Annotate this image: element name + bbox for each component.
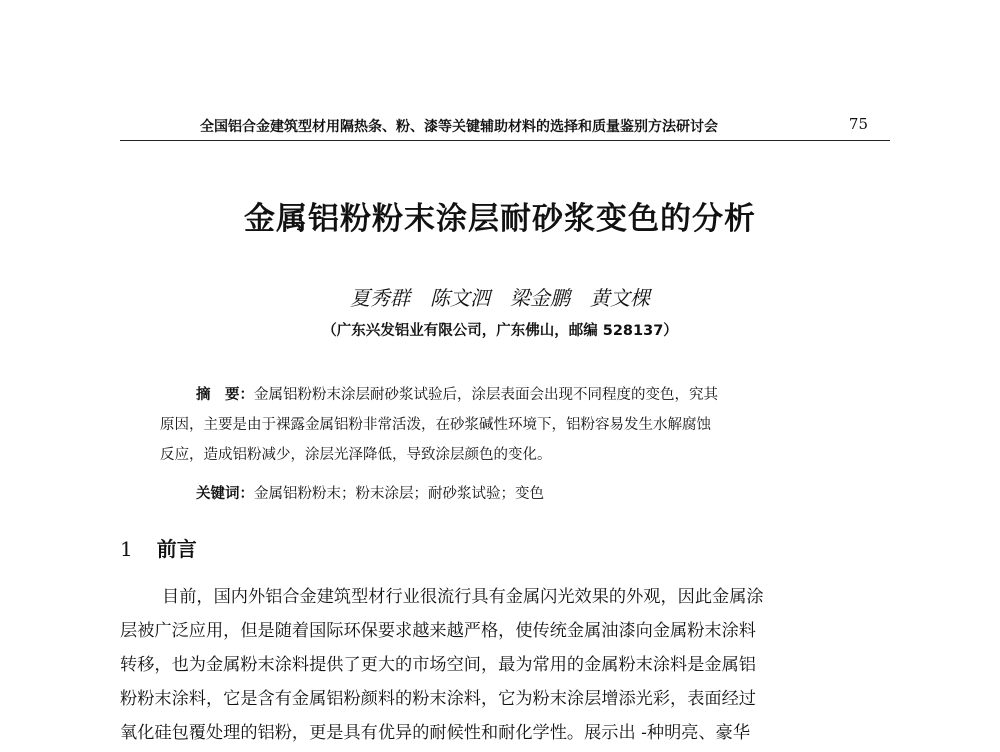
authors: 夏秀群 陈文泗 梁金鹏 黄文棵: [350, 286, 650, 310]
section-title: 前言: [156, 537, 197, 561]
body-line: 转移，也为金属粉末涂料提供了更大的市场空间，最为常用的金属粉末涂料是金属铝: [120, 655, 756, 675]
page-number: 75: [848, 115, 868, 133]
keywords-text: 金属铝粉粉末；粉末涂层；耐砂浆试验；变色: [254, 486, 544, 502]
section-heading: [120, 533, 197, 562]
affiliation: （广东兴发铝业有限公司，广东佛山，邮编 528137）: [322, 323, 678, 339]
body-line: 目前，国内外铝合金建筑型材行业很流行具有金属闪光效果的外观，因此金属涂: [162, 587, 764, 607]
body-line: 粉粉末涂料，它是含有金属铝粉颜料的粉末涂料，它为粉末涂层增添光彩，表面经过: [120, 689, 756, 709]
section-number: 1: [120, 537, 133, 561]
abstract-line: 反应，造成铝粉减少，涂层光泽降低，导致涂层颜色的变化。: [160, 447, 552, 463]
running-head: [120, 114, 890, 141]
abstract-label: 摘 要：: [196, 387, 254, 403]
article-title: 金属铝粉粉末涂层耐砂浆变色的分析: [244, 201, 756, 237]
body-line: 氧化硅包覆处理的铝粉，更是具有优异的耐候性和耐化学性。展示出 -种明亮、豪华: [120, 723, 751, 743]
running-head-title: 全国铝合金建筑型材用隔热条、粉、漆等关键辅助材料的选择和质量鉴别方法研讨会: [200, 119, 718, 135]
body-text: [120, 580, 890, 750]
abstract-text: 金属铝粉粉末涂层耐砂浆试验后，涂层表面会出现不同程度的变色，究其: [254, 387, 718, 403]
body-line: 层被广泛应用，但是随着国际环保要求越来越严格，使传统金属油漆向金属粉末涂料: [120, 621, 756, 641]
abstract-line: [160, 380, 860, 410]
keywords-label: 关键词：: [196, 486, 254, 502]
abstract: [160, 380, 860, 470]
abstract-line: 原因，主要是由于裸露金属铝粉非常活泼，在砂浆碱性环境下，铝粉容易发生水解腐蚀: [160, 417, 711, 433]
keywords: [196, 482, 544, 503]
